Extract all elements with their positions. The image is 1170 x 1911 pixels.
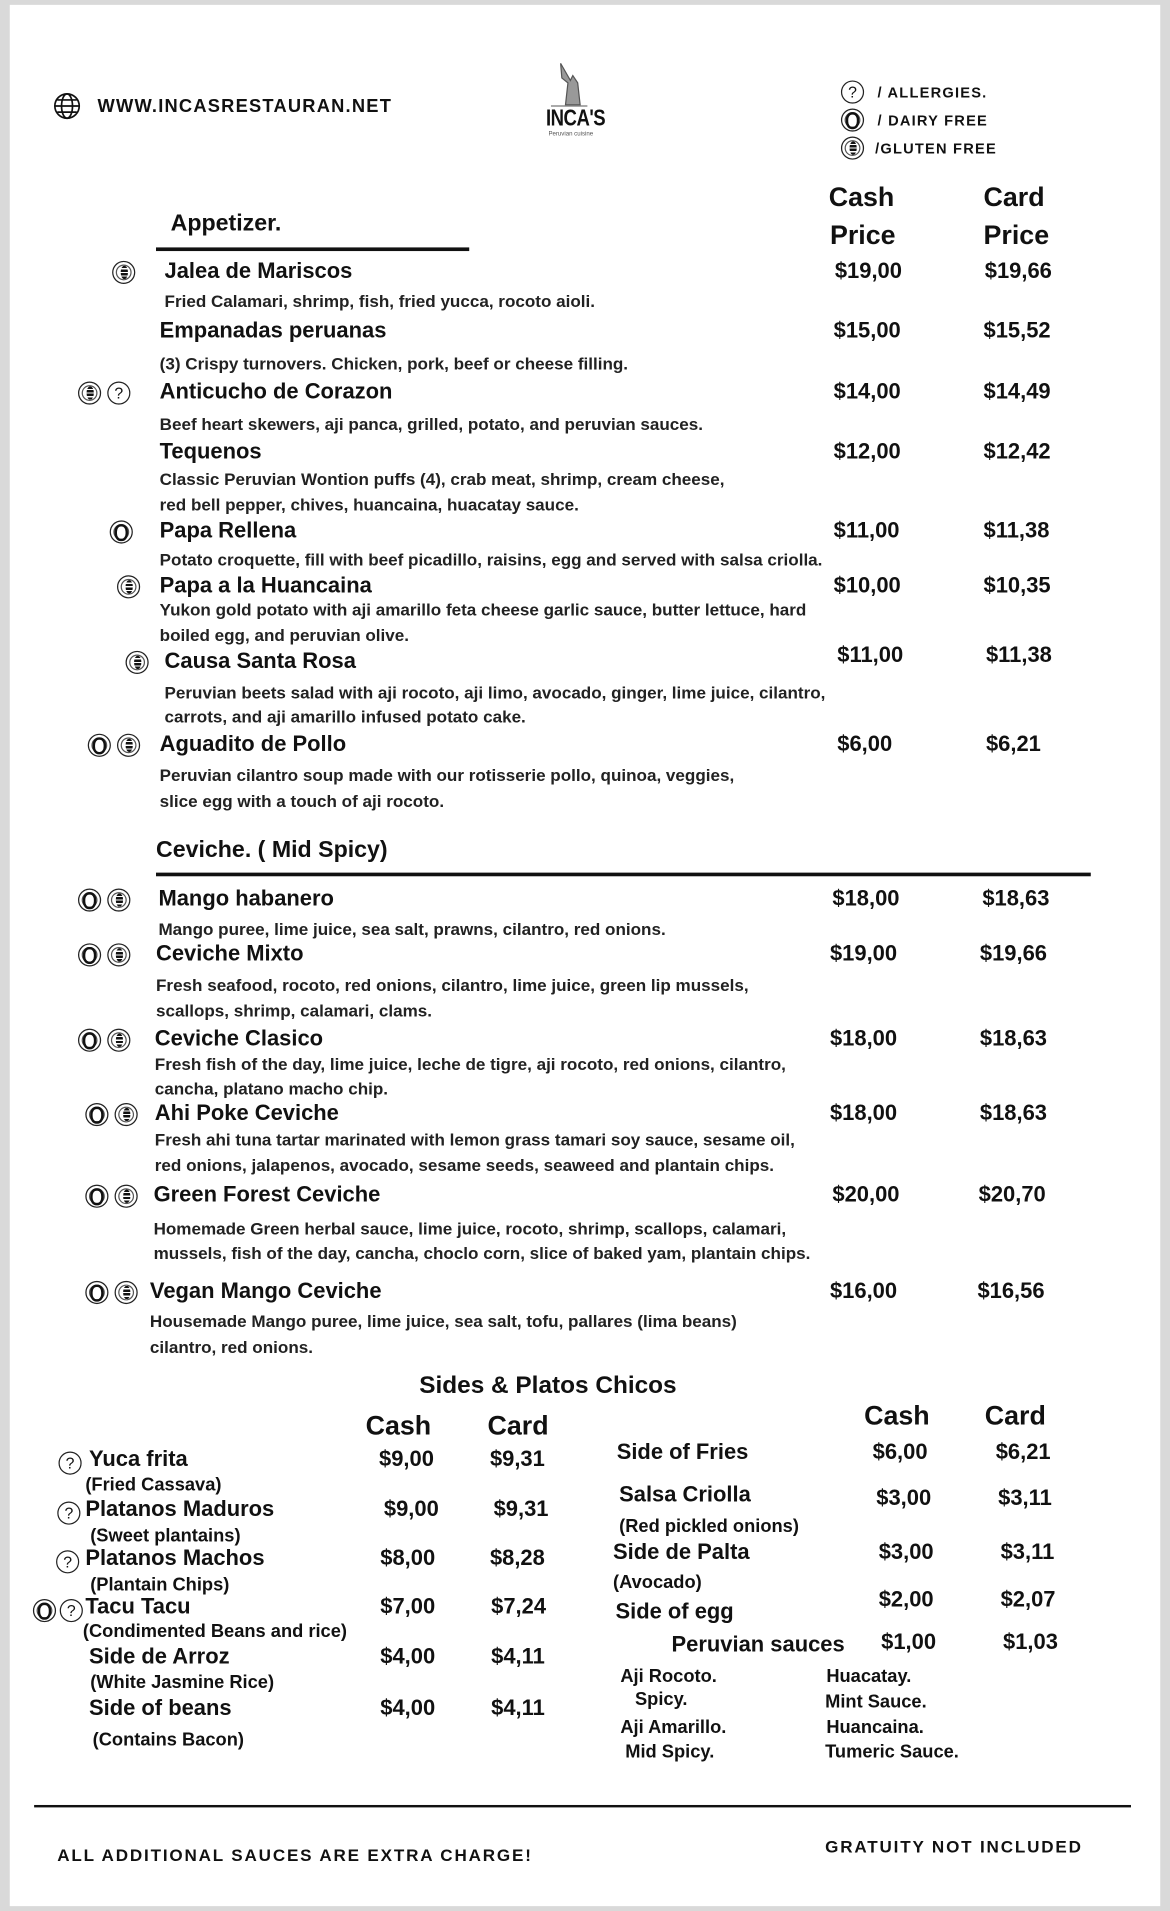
dairy-free-icon xyxy=(841,108,864,131)
sauce-name: Huacatay. xyxy=(826,1666,912,1687)
legend-label: / DAIRY FREE xyxy=(877,112,989,130)
cash-price: $7,00 xyxy=(380,1594,436,1619)
menu-item-name: Green Forest Ceviche xyxy=(153,1182,381,1207)
card-price: $2,07 xyxy=(1000,1586,1056,1612)
allergies-icon: ? xyxy=(56,1550,79,1573)
dairy-free-icon xyxy=(78,943,101,966)
menu-item-name: Ceviche Mixto xyxy=(156,940,304,966)
menu-item-description: Fresh fish of the day, lime juice, leche de tigre, aji rocoto, red onions, cilantro, xyxy=(154,1054,786,1074)
card-price: $4,11 xyxy=(491,1695,545,1720)
gluten-free-icon xyxy=(115,1185,138,1208)
sauce-name: Mint Sauce. xyxy=(825,1691,927,1713)
section-underline xyxy=(156,873,1091,876)
side-item-name: Platanos Maduros xyxy=(85,1496,275,1521)
menu-item-name: Causa Santa Rosa xyxy=(164,648,356,673)
side-item-name: Tacu Tacu xyxy=(85,1594,191,1619)
side-item-name: Side de Arroz xyxy=(88,1644,230,1669)
card-price: $9,31 xyxy=(489,1446,545,1472)
card-price: $11,38 xyxy=(985,642,1052,667)
section-underline xyxy=(156,247,469,250)
dairy-free-icon xyxy=(110,520,133,543)
card-price: $10,35 xyxy=(983,572,1051,598)
menu-item-description: Classic Peruvian Wontion puffs (4), crab meat, shrimp, cream cheese, xyxy=(159,469,725,489)
side-item-note: (Fried Cassava) xyxy=(85,1474,222,1496)
gluten-free-icon xyxy=(126,651,149,674)
menu-item-description: Homemade Green herbal sauce, lime juice, rocoto, shrimp, scallops, calamari, xyxy=(153,1218,787,1239)
menu-item-description: Housemade Mango puree, lime juice, sea salt, tofu, pallares (lima beans) xyxy=(149,1311,737,1331)
card-price: $6,21 xyxy=(995,1439,1051,1464)
cash-price: $6,00 xyxy=(872,1439,928,1464)
card-price: $19,66 xyxy=(984,258,1052,283)
section-title-sides: Sides & Platos Chicos xyxy=(419,1372,677,1400)
cash-price: $10,00 xyxy=(833,572,901,598)
cash-price: $15,00 xyxy=(833,318,901,343)
card-header: Card xyxy=(983,181,1045,213)
gluten-free-icon xyxy=(841,137,864,160)
card-price: $3,11 xyxy=(1000,1539,1055,1564)
logo-text: INCA'S xyxy=(546,106,606,132)
gluten-free-icon xyxy=(117,734,140,757)
card-price: $7,24 xyxy=(491,1594,547,1619)
dairy-free-icon xyxy=(88,734,111,757)
cash-header: Cash xyxy=(828,181,895,213)
menu-item-description: slice egg with a touch of aji rocoto. xyxy=(159,790,445,811)
side-item-name: Side of Fries xyxy=(616,1439,749,1464)
menu-item-description: mussels, fish of the day, cancha, choclo corn, slice of baked yam, plantain chips. xyxy=(153,1243,811,1263)
cash-price: $3,00 xyxy=(876,1485,932,1511)
dairy-free-icon xyxy=(78,888,101,911)
allergies-icon: ? xyxy=(59,1452,82,1475)
menu-item-name: Aguadito de Pollo xyxy=(159,731,347,756)
section-title-ceviche: Ceviche. ( Mid Spicy) xyxy=(156,837,388,863)
menu-item-description: cancha, platano macho chip. xyxy=(154,1078,389,1099)
dairy-free-icon xyxy=(85,1103,108,1126)
logo-figure-icon xyxy=(551,61,588,107)
cash-price: $20,00 xyxy=(832,1182,900,1207)
website-link[interactable]: WWW.INCASRESTAURAN.NET xyxy=(97,96,393,117)
side-item-name: Platanos Machos xyxy=(85,1545,265,1570)
card-price: $12,42 xyxy=(983,438,1051,464)
menu-item-name: Anticucho de Corazon xyxy=(159,379,393,404)
allergies-icon: ? xyxy=(60,1599,83,1622)
menu-item-name: Papa Rellena xyxy=(159,517,297,543)
logo-subtitle: Peruvian cuisine xyxy=(548,130,594,138)
menu-item-description: boiled egg, and peruvian olive. xyxy=(159,625,410,645)
cash-price: $14,00 xyxy=(833,379,901,404)
cash-price: $19,00 xyxy=(829,940,898,966)
menu-item-description: Peruvian beets salad with aji rocoto, aji limo, avocado, ginger, lime juice, cilantro, xyxy=(164,682,826,702)
card-price: $16,56 xyxy=(977,1278,1045,1303)
footer-note: ALL ADDITIONAL SAUCES ARE EXTRA CHARGE! xyxy=(57,1845,533,1865)
side-item-name: Peruvian sauces xyxy=(671,1631,845,1657)
allergies-icon: ? xyxy=(107,381,130,404)
footer-note: GRATUITY NOT INCLUDED xyxy=(825,1836,1083,1857)
card-price: $18,63 xyxy=(979,1100,1047,1125)
card-header: Price xyxy=(983,219,1050,250)
sauce-name: Huancaina. xyxy=(826,1717,924,1738)
card-header: Card xyxy=(487,1410,549,1441)
menu-item-description: Yukon gold potato with aji amarillo feta cheese garlic sauce, butter lettuce, hard xyxy=(159,599,807,620)
dairy-free-icon xyxy=(85,1281,108,1304)
cash-price: $9,00 xyxy=(379,1446,434,1472)
dairy-free-icon xyxy=(85,1185,108,1208)
cash-price: $19,00 xyxy=(834,258,902,283)
menu-item-name: Ceviche Clasico xyxy=(154,1026,324,1051)
menu-item-description: Beef heart skewers, aji panca, grilled, potato, and peruvian sauces. xyxy=(159,414,704,434)
side-item-note: (Red pickled onions) xyxy=(619,1516,799,1537)
menu-item-description: carrots, and aji amarillo infused potato cake. xyxy=(164,706,526,727)
cash-header: Cash xyxy=(864,1400,930,1431)
cash-price: $16,00 xyxy=(829,1278,898,1303)
side-item-name: Side of beans xyxy=(88,1695,232,1720)
cash-price: $3,00 xyxy=(878,1539,934,1564)
menu-item-description: Fresh ahi tuna tartar marinated with lemon grass tamari soy sauce, sesame oil, xyxy=(154,1129,795,1150)
side-item-note: (Contains Bacon) xyxy=(92,1729,244,1751)
cash-price: $4,00 xyxy=(380,1695,436,1720)
card-price: $3,11 xyxy=(998,1485,1052,1511)
sauce-name: Aji Rocoto. xyxy=(620,1666,717,1687)
menu-item-name: Ahi Poke Ceviche xyxy=(154,1100,339,1125)
side-item-note: (Plantain Chips) xyxy=(90,1574,230,1596)
side-item-name: Side de Palta xyxy=(613,1539,750,1564)
cash-price: $11,00 xyxy=(833,517,900,543)
card-price: $18,63 xyxy=(982,886,1050,911)
side-item-name: Side of egg xyxy=(615,1599,734,1624)
side-item-note: (Condimented Beans and rice) xyxy=(82,1620,347,1642)
card-price: $4,11 xyxy=(491,1644,545,1669)
menu-item-description: Fried Calamari, shrimp, fish, fried yucca, rocoto aioli. xyxy=(164,291,596,311)
section-title-appetizer: Appetizer. xyxy=(170,210,282,237)
cash-price: $18,00 xyxy=(832,886,900,911)
menu-item-name: Vegan Mango Ceviche xyxy=(149,1278,382,1303)
cash-price: $1,00 xyxy=(881,1629,937,1654)
menu-item-name: Papa a la Huancaina xyxy=(159,572,372,598)
sauce-name: Tumeric Sauce. xyxy=(825,1741,959,1763)
side-item-name: Yuca frita xyxy=(88,1446,188,1472)
menu-item-name: Tequenos xyxy=(159,438,262,464)
gluten-free-icon xyxy=(117,575,140,598)
legend-label: /GLUTEN FREE xyxy=(875,140,997,158)
dairy-free-icon xyxy=(78,1029,101,1052)
sauce-name: Mid Spicy. xyxy=(625,1741,715,1763)
card-price: $9,31 xyxy=(493,1496,549,1521)
legend-label: / ALLERGIES. xyxy=(877,84,988,102)
cash-header: Cash xyxy=(365,1410,432,1441)
card-price: $6,21 xyxy=(985,731,1041,756)
cash-price: $9,00 xyxy=(383,1496,439,1521)
menu-item-description: red bell pepper, chives, huancaina, huacatay sauce. xyxy=(159,494,579,515)
card-price: $11,38 xyxy=(983,517,1050,543)
cash-price: $18,00 xyxy=(829,1026,898,1051)
globe-icon xyxy=(54,93,81,120)
dairy-free-icon xyxy=(33,1599,56,1622)
gluten-free-icon xyxy=(107,943,130,966)
menu-item-name: Jalea de Mariscos xyxy=(164,258,353,283)
sauce-name: Spicy. xyxy=(634,1689,688,1710)
card-price: $20,70 xyxy=(978,1182,1046,1207)
allergies-icon: ? xyxy=(57,1502,80,1525)
card-price: $14,49 xyxy=(983,379,1051,404)
gluten-free-icon xyxy=(112,261,135,284)
menu-item-description: Peruvian cilantro soup made with our rotisserie pollo, quinoa, veggies, xyxy=(159,765,735,785)
card-price: $15,52 xyxy=(983,318,1051,343)
cash-price: $6,00 xyxy=(837,731,893,756)
side-item-note: (Sweet plantains) xyxy=(90,1525,241,1547)
footer-divider xyxy=(34,1805,1131,1807)
menu-item-description: (3) Crispy turnovers. Chicken, pork, beef or cheese filling. xyxy=(159,353,629,373)
cash-header: Price xyxy=(829,219,896,250)
gluten-free-icon xyxy=(107,888,130,911)
menu-item-name: Empanadas peruanas xyxy=(159,318,387,343)
menu-item-description: cilantro, red onions. xyxy=(149,1336,313,1357)
cash-price: $8,00 xyxy=(380,1545,436,1570)
menu-item-name: Mango habanero xyxy=(158,886,334,911)
gluten-free-icon xyxy=(115,1103,138,1126)
allergies-icon: ? xyxy=(841,80,864,103)
gluten-free-icon xyxy=(107,1029,130,1052)
cash-price: $11,00 xyxy=(837,642,904,667)
sauce-name: Aji Amarillo. xyxy=(620,1717,727,1738)
gluten-free-icon xyxy=(78,381,101,404)
gluten-free-icon xyxy=(115,1281,138,1304)
cash-price: $12,00 xyxy=(833,438,901,464)
menu-item-description: red onions, jalapenos, avocado, sesame seeds, seaweed and plantain chips. xyxy=(154,1155,775,1175)
card-price: $18,63 xyxy=(979,1026,1047,1051)
card-price: $19,66 xyxy=(979,940,1047,966)
menu-item-description: Potato croquette, fill with beef picadillo, raisins, egg and served with salsa criolla. xyxy=(159,549,823,570)
card-price: $8,28 xyxy=(489,1545,545,1570)
menu-item-description: Fresh seafood, rocoto, red onions, cilantro, lime juice, green lip mussels, xyxy=(156,975,749,995)
side-item-name: Salsa Criolla xyxy=(619,1482,751,1507)
menu-item-description: Mango puree, lime juice, sea salt, prawns, cilantro, red onions. xyxy=(158,918,666,939)
cash-price: $4,00 xyxy=(380,1644,436,1669)
side-item-note: (White Jasmine Rice) xyxy=(90,1672,275,1693)
side-item-note: (Avocado) xyxy=(613,1572,702,1593)
card-header: Card xyxy=(984,1400,1046,1431)
cash-price: $2,00 xyxy=(878,1586,934,1612)
cash-price: $18,00 xyxy=(829,1100,898,1125)
card-price: $1,03 xyxy=(1003,1629,1058,1654)
menu-item-description: scallops, shrimp, calamari, clams. xyxy=(156,1000,432,1021)
